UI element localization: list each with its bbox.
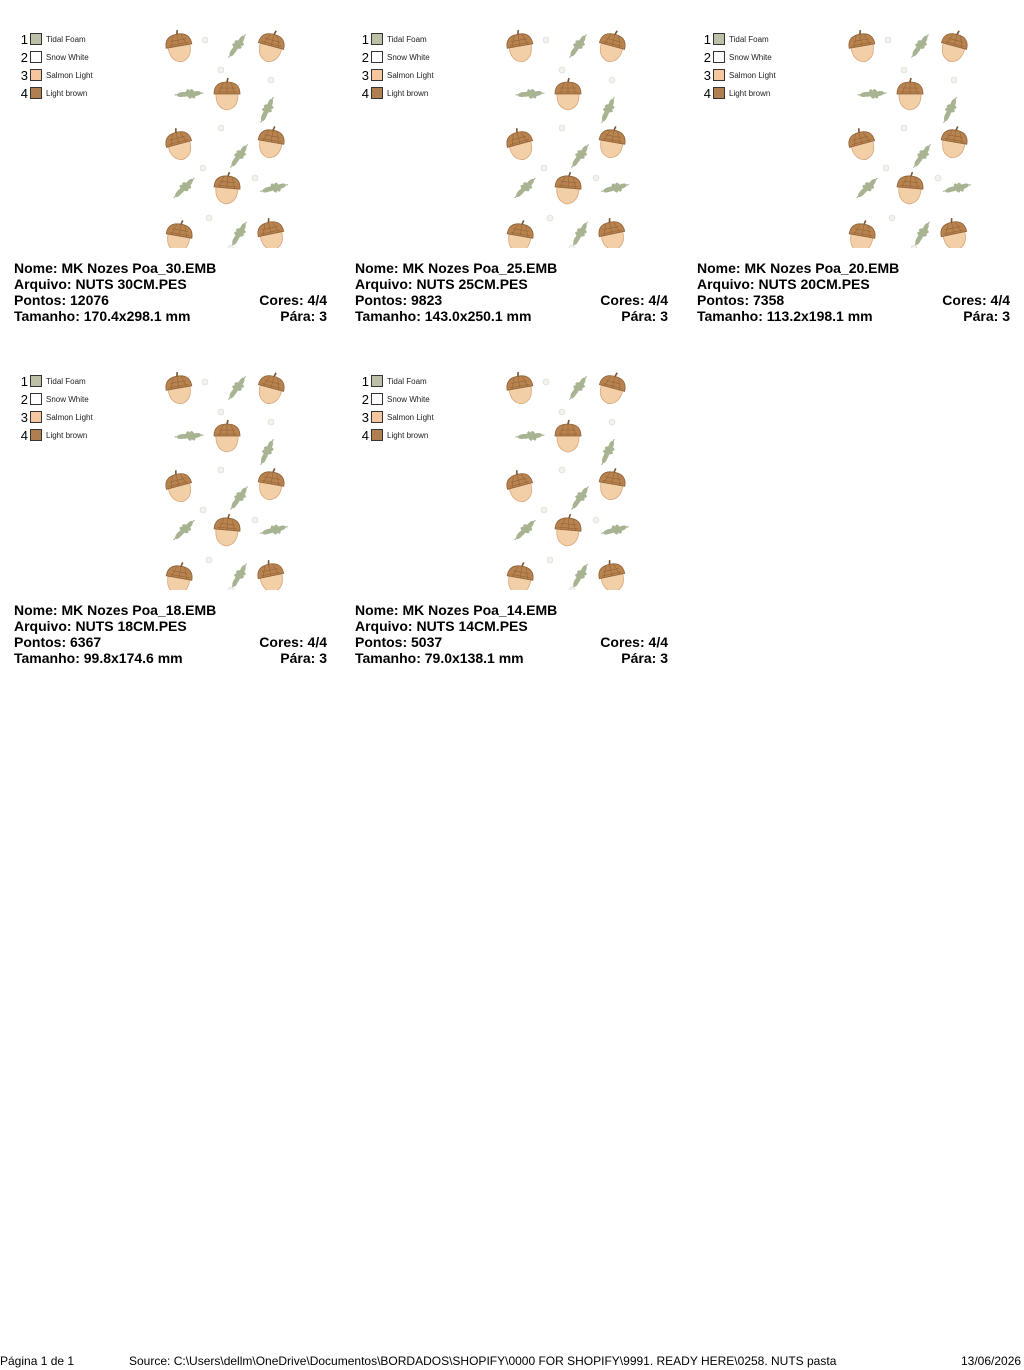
leaf-sprig-motif [943,175,972,200]
design-info [355,602,668,666]
thread-color-row [360,390,434,408]
thread-number: 1 [20,373,28,389]
stitches-label: Pontos: [355,634,408,650]
snow-dot-motif [569,245,575,248]
snow-dot-motif [889,215,895,221]
thread-legend [702,30,776,102]
acorn-motif [214,78,240,110]
stitch-count: 12076 [70,292,109,308]
thread-name: Light brown [46,88,88,98]
stop-count: 3 [660,650,668,666]
thread-number: 4 [20,85,28,101]
thread-swatch [30,375,42,387]
snow-dot-motif [218,409,224,415]
thread-swatch [371,375,383,387]
snow-dot-motif [541,507,547,513]
leaf-sprig-motif [224,563,253,590]
snow-dot-motif [593,175,599,181]
snow-dot-motif [559,125,565,131]
acorn-motif [596,124,627,160]
acorn-motif [845,125,878,163]
leaf-sprig-motif [174,422,204,450]
thread-number: 4 [20,427,28,443]
thread-name: Light brown [387,88,429,98]
snow-dot-motif [901,67,907,73]
size-stops-row [697,308,1010,324]
leaf-sprig-motif [515,422,545,450]
snow-dot-motif [559,67,565,73]
thread-color-row [19,48,93,66]
stitches-label: Pontos: [14,634,67,650]
colors-label: Cores: [600,292,645,308]
acorn-motif [846,28,877,64]
acorn-motif [554,513,583,547]
thread-legend [19,372,93,444]
color-count: 4/4 [307,634,327,650]
leaf-sprig-motif [564,33,593,58]
thread-name: Light brown [46,430,88,440]
acorn-motif [255,558,287,590]
thread-swatch [30,393,42,405]
size-stops-row [355,650,668,666]
thread-name: Salmon Light [387,70,434,80]
thread-name: Light brown [387,430,429,440]
thread-swatch [30,429,42,441]
size-stops-row [14,308,327,324]
design-card [14,372,334,672]
leaf-sprig-motif [223,375,252,400]
acorn-motif [504,28,535,64]
thread-name: Tidal Foam [387,376,427,386]
snow-dot-motif [543,379,549,385]
thread-number: 4 [703,85,711,101]
leaf-sprig-motif [906,33,935,58]
design-name: MK Nozes Poa_25.EMB [402,260,558,276]
thread-swatch [30,87,42,99]
size-label: Tamanho: [355,650,421,666]
stop-count: 3 [660,308,668,324]
embroidery-preview [159,28,289,248]
thread-color-row [19,30,93,48]
snow-dot-motif [547,215,553,221]
source-path: Source: C:\Users\dellm\OneDrive\Documentos\BORDADOS\SHOPIFY\0000 FOR SHOPIFY\9991. READY HERE\0258. NUTS pasta [129,1354,837,1368]
snow-dot-motif [883,165,889,171]
snow-dot-motif [218,467,224,473]
thread-swatch [30,69,42,81]
thread-color-row [702,30,776,48]
name-label: Nome: [14,602,58,618]
acorn-motif [162,467,195,505]
leaf-sprig-motif [565,221,594,248]
thread-name: Light brown [729,88,771,98]
leaf-sprig-motif [225,485,254,510]
thread-color-row [360,408,434,426]
acorn-motif [504,370,535,406]
stitch-count: 5037 [411,634,443,650]
stitches-colors-row [697,292,1010,308]
stops-label: Pára: [963,308,999,324]
stop-count: 3 [319,650,327,666]
file-label: Arquivo: [355,276,413,292]
acorn-motif [937,28,970,65]
thread-color-row [360,30,434,48]
stitches-colors-row [14,634,327,650]
thread-number: 2 [361,391,369,407]
design-name-line [355,260,668,276]
design-file: NUTS 14CM.PES [416,618,528,634]
design-info [14,602,327,666]
snow-dot-motif [268,419,274,425]
design-name: MK Nozes Poa_18.EMB [61,602,217,618]
acorn-motif [503,467,536,505]
design-info [697,260,1010,324]
thread-color-row [19,390,93,408]
colors-label: Cores: [259,292,304,308]
thread-swatch [371,51,383,63]
file-label: Arquivo: [14,618,72,634]
stops-label: Pára: [621,650,657,666]
thread-swatch [713,69,725,81]
thread-number: 3 [361,67,369,83]
leaf-sprig-motif [512,177,539,199]
thread-number: 2 [20,49,28,65]
color-count: 4/4 [307,292,327,308]
leaf-sprig-motif [260,175,289,200]
leaf-sprig-motif [593,438,623,466]
leaf-sprig-motif [224,221,253,248]
thread-legend [19,30,93,102]
stop-count: 3 [1002,308,1010,324]
leaf-sprig-motif [593,96,623,124]
thread-swatch [371,33,383,45]
size-label: Tamanho: [14,650,80,666]
acorn-motif [896,171,925,205]
thread-swatch [30,33,42,45]
thread-number: 2 [361,49,369,65]
design-file-line [355,276,668,292]
leaf-sprig-motif [935,96,965,124]
thread-name: Salmon Light [729,70,776,80]
design-file-line [14,618,327,634]
snow-dot-motif [609,77,615,83]
design-card [14,30,334,330]
leaf-sprig-motif [252,96,282,124]
thread-number: 4 [361,85,369,101]
embroidery-preview [500,370,630,590]
thread-name: Tidal Foam [387,34,427,44]
name-label: Nome: [355,602,399,618]
thread-name: Salmon Light [46,70,93,80]
stops-label: Pára: [621,308,657,324]
page-footer [0,1354,1024,1370]
acorn-motif [254,28,287,65]
snow-dot-motif [202,379,208,385]
thread-color-row [19,372,93,390]
acorn-motif [504,218,535,248]
thread-name: Tidal Foam [46,376,86,386]
acorn-motif [504,560,535,590]
size-stops-row [14,650,327,666]
thread-name: Snow White [729,52,772,62]
design-file: NUTS 20CM.PES [758,276,870,292]
thread-legend [360,372,434,444]
leaf-sprig-motif [225,143,254,168]
leaf-sprig-motif [512,519,539,541]
acorn-motif [596,466,627,502]
snow-dot-motif [206,557,212,563]
thread-swatch [371,87,383,99]
design-file: NUTS 18CM.PES [75,618,187,634]
design-size: 170.4x298.1 mm [83,308,191,324]
design-name-line [697,260,1010,276]
page-number: Página 1 de 1 [0,1354,75,1368]
leaf-sprig-motif [171,519,198,541]
acorn-motif [162,125,195,163]
acorn-motif [163,28,194,64]
snow-dot-motif [901,125,907,131]
thread-number: 1 [703,31,711,47]
thread-name: Snow White [387,394,430,404]
thread-color-row [702,66,776,84]
thread-legend [360,30,434,102]
thread-number: 3 [361,409,369,425]
design-card [355,30,675,330]
size-stops-row [355,308,668,324]
leaf-sprig-motif [601,517,630,542]
snow-dot-motif [202,37,208,43]
acorn-motif [163,218,194,248]
acorn-motif [163,370,194,406]
design-name-line [14,260,327,276]
acorn-motif [938,216,970,248]
snow-dot-motif [559,409,565,415]
acorn-motif [214,420,240,452]
snow-dot-motif [200,507,206,513]
thread-swatch [713,33,725,45]
stitch-count: 9823 [411,292,443,308]
snow-dot-motif [228,587,234,590]
thread-number: 2 [20,391,28,407]
snow-dot-motif [885,37,891,43]
thread-color-row [19,408,93,426]
size-label: Tamanho: [697,308,763,324]
thread-number: 4 [361,427,369,443]
size-label: Tamanho: [355,308,421,324]
thread-swatch [371,393,383,405]
thread-number: 1 [361,31,369,47]
design-size: 79.0x138.1 mm [424,650,524,666]
thread-number: 3 [703,67,711,83]
size-label: Tamanho: [14,308,80,324]
file-label: Arquivo: [14,276,72,292]
thread-name: Salmon Light [46,412,93,422]
thread-number: 3 [20,67,28,83]
stitches-label: Pontos: [14,292,67,308]
acorn-motif [595,28,628,65]
acorn-motif [255,466,286,502]
colors-label: Cores: [259,634,304,650]
design-size: 99.8x174.6 mm [83,650,183,666]
leaf-sprig-motif [601,175,630,200]
snow-dot-motif [252,175,258,181]
design-name-line [14,602,327,618]
thread-color-row [360,84,434,102]
snow-dot-motif [547,557,553,563]
acorn-motif [213,171,242,205]
embroidery-preview [500,28,630,248]
design-name: MK Nozes Poa_20.EMB [744,260,900,276]
leaf-sprig-motif [566,485,595,510]
snow-dot-motif [228,245,234,248]
acorn-motif [255,124,286,160]
acorn-motif [163,560,194,590]
design-info [355,260,668,324]
thread-name: Snow White [46,394,89,404]
thread-name: Snow White [46,52,89,62]
stitch-count: 7358 [753,292,785,308]
design-file-line [697,276,1010,292]
acorn-motif [555,78,581,110]
stitches-label: Pontos: [697,292,750,308]
thread-swatch [713,51,725,63]
acorn-motif [255,216,287,248]
thread-color-row [360,372,434,390]
design-name: MK Nozes Poa_14.EMB [402,602,558,618]
stitches-colors-row [355,292,668,308]
thread-color-row [702,48,776,66]
thread-number: 3 [20,409,28,425]
snow-dot-motif [541,165,547,171]
thread-color-row [702,84,776,102]
design-file: NUTS 30CM.PES [75,276,187,292]
thread-swatch [30,51,42,63]
snow-dot-motif [200,165,206,171]
snow-dot-motif [268,77,274,83]
thread-swatch [713,87,725,99]
color-count: 4/4 [648,634,668,650]
color-count: 4/4 [648,292,668,308]
name-label: Nome: [14,260,58,276]
thread-swatch [371,411,383,423]
acorn-motif [555,420,581,452]
colors-label: Cores: [600,634,645,650]
thread-color-row [360,66,434,84]
acorn-motif [596,216,628,248]
snow-dot-motif [911,245,917,248]
leaf-sprig-motif [907,221,936,248]
stitches-label: Pontos: [355,292,408,308]
acorn-motif [595,370,628,407]
leaf-sprig-motif [252,438,282,466]
snow-dot-motif [559,467,565,473]
thread-number: 1 [361,373,369,389]
name-label: Nome: [355,260,399,276]
snow-dot-motif [569,587,575,590]
acorn-motif [554,171,583,205]
acorn-motif [846,218,877,248]
thread-name: Salmon Light [387,412,434,422]
thread-swatch [371,69,383,81]
stops-label: Pára: [280,650,316,666]
leaf-sprig-motif [857,80,887,108]
snow-dot-motif [935,175,941,181]
file-label: Arquivo: [355,618,413,634]
leaf-sprig-motif [854,177,881,199]
leaf-sprig-motif [566,143,595,168]
file-label: Arquivo: [697,276,755,292]
leaf-sprig-motif [223,33,252,58]
snow-dot-motif [252,517,258,523]
stitches-colors-row [355,634,668,650]
leaf-sprig-motif [174,80,204,108]
thread-swatch [30,411,42,423]
leaf-sprig-motif [565,563,594,590]
thread-color-row [19,84,93,102]
leaf-sprig-motif [260,517,289,542]
snow-dot-motif [543,37,549,43]
design-card [355,372,675,672]
design-file: NUTS 25CM.PES [416,276,528,292]
acorn-motif [213,513,242,547]
acorn-motif [596,558,628,590]
design-file-line [355,618,668,634]
snow-dot-motif [218,67,224,73]
snow-dot-motif [609,419,615,425]
design-name: MK Nozes Poa_30.EMB [61,260,217,276]
name-label: Nome: [697,260,741,276]
print-date: 13/06/2026 [961,1354,1022,1368]
acorn-motif [503,125,536,163]
leaf-sprig-motif [908,143,937,168]
design-file-line [14,276,327,292]
design-size: 143.0x250.1 mm [424,308,532,324]
thread-color-row [360,426,434,444]
design-info [14,260,327,324]
leaf-sprig-motif [564,375,593,400]
leaf-sprig-motif [171,177,198,199]
thread-name: Tidal Foam [729,34,769,44]
leaf-sprig-motif [515,80,545,108]
thread-color-row [360,48,434,66]
design-name-line [355,602,668,618]
thread-color-row [19,426,93,444]
stitches-colors-row [14,292,327,308]
embroidery-preview [159,370,289,590]
thread-swatch [371,429,383,441]
color-count: 4/4 [990,292,1010,308]
snow-dot-motif [951,77,957,83]
design-card [697,30,1017,330]
thread-color-row [19,66,93,84]
colors-label: Cores: [942,292,987,308]
snow-dot-motif [206,215,212,221]
thread-number: 2 [703,49,711,65]
thread-number: 1 [20,31,28,47]
thread-name: Tidal Foam [46,34,86,44]
acorn-motif [897,78,923,110]
thread-name: Snow White [387,52,430,62]
snow-dot-motif [593,517,599,523]
design-size: 113.2x198.1 mm [766,308,873,324]
embroidery-preview [842,28,972,248]
snow-dot-motif [218,125,224,131]
stops-label: Pára: [280,308,316,324]
stitch-count: 6367 [70,634,102,650]
acorn-motif [254,370,287,407]
acorn-motif [938,124,969,160]
stop-count: 3 [319,308,327,324]
